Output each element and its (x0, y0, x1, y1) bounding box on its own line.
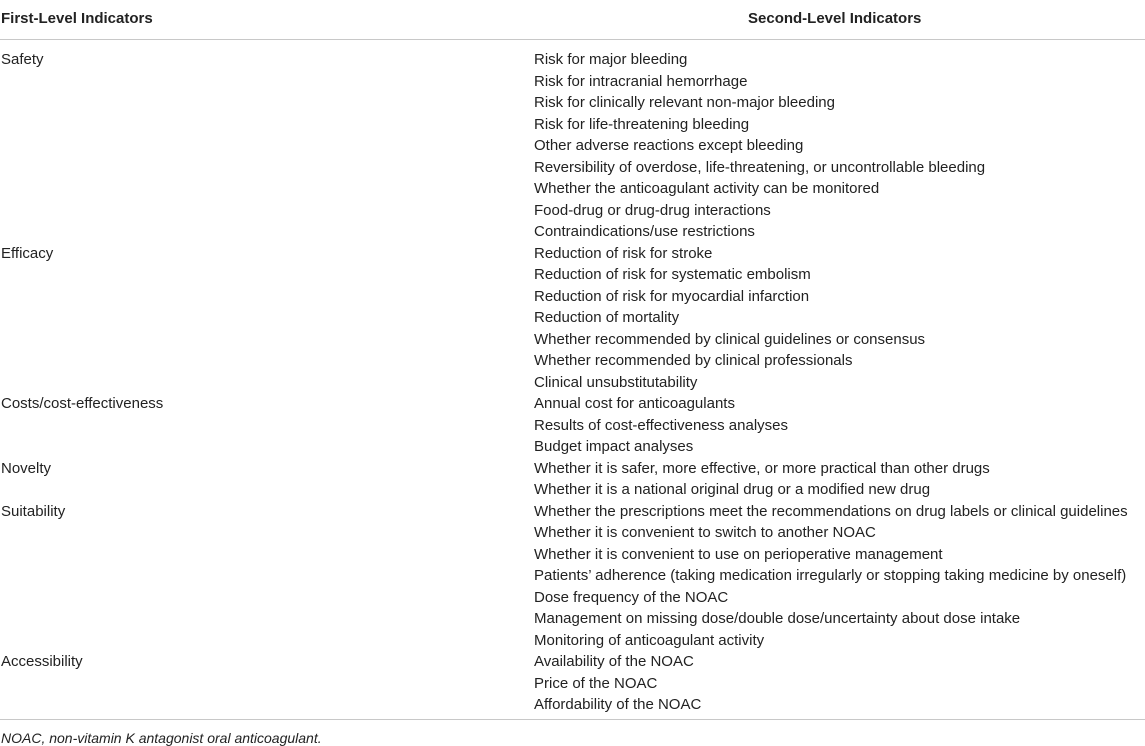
second-level-indicator: Whether it is convenient to use on perioperative management (534, 545, 943, 563)
second-level-indicator: Whether the anticoagulant activity can be monitored (534, 180, 880, 197)
table-body (0, 40, 1145, 716)
second-level-indicator: Reduction of mortality (534, 309, 680, 326)
header-second-level: Second-Level Indicators (748, 10, 922, 27)
second-level-indicator: Whether the prescriptions meet the recommendations on drug labels or clinical guidelines (534, 502, 1128, 520)
second-level-indicator: Risk for intracranial hemorrhage (534, 72, 748, 90)
header-first-level: First-Level Indicators (1, 10, 153, 27)
first-level-indicator: Novelty (1, 459, 52, 477)
second-level-indicator: Food-drug or drug-drug interactions (534, 201, 771, 219)
indicator-group (0, 243, 1145, 394)
second-level-indicator: Reduction of risk for systematic embolism (534, 266, 811, 283)
second-level-indicator: Risk for clinically relevant non-major bleeding (534, 94, 835, 111)
second-level-indicator: Reversibility of overdose, life-threatening, or uncontrollable bleeding (534, 158, 986, 176)
second-level-indicator: Clinical unsubstitutability (534, 373, 698, 391)
second-level-indicator: Other adverse reactions except bleeding (534, 137, 804, 154)
second-level-indicator: Whether it is convenient to switch to another NOAC (534, 524, 876, 541)
indicator-group (0, 651, 1145, 716)
second-level-indicator: Availability of the NOAC (534, 653, 694, 670)
second-level-indicator: Risk for major bleeding (534, 51, 688, 68)
second-level-list (534, 501, 1145, 652)
second-level-indicator: Risk for life-threatening bleeding (534, 115, 750, 133)
second-level-indicator: Whether it is safer, more effective, or more practical than other drugs (534, 459, 990, 477)
table-footnote: NOAC, non-vitamin K antagonist oral anticoagulant. (1, 730, 322, 746)
second-level-list (534, 651, 1145, 716)
second-level-indicator: Reduction of risk for stroke (534, 244, 713, 262)
second-level-indicator: Reduction of risk for myocardial infarction (534, 287, 810, 305)
indicator-group (0, 501, 1145, 652)
second-level-list (534, 49, 1145, 243)
second-level-indicator: Budget impact analyses (534, 438, 694, 455)
second-level-indicator: Whether recommended by clinical guidelines or consensus (534, 330, 926, 348)
indicator-group (0, 458, 1145, 501)
second-level-indicator: Results of cost-effectiveness analyses (534, 416, 789, 434)
second-level-indicator: Whether recommended by clinical professionals (534, 352, 853, 369)
second-level-list (534, 243, 1145, 394)
table-header (0, 0, 1145, 40)
first-level-indicator: Costs/cost-effectiveness (1, 395, 164, 412)
second-level-indicator: Annual cost for anticoagulants (534, 395, 735, 412)
first-level-indicator: Suitability (1, 502, 66, 520)
first-level-indicator: Safety (1, 51, 44, 68)
second-level-list (534, 393, 1145, 458)
second-level-indicator: Whether it is a national original drug or a modified new drug (534, 481, 931, 498)
first-level-indicator: Efficacy (1, 244, 54, 262)
second-level-list (534, 458, 1145, 501)
second-level-indicator: Patients’ adherence (taking medication irregularly or stopping taking medicine by oneself) (534, 567, 1127, 584)
second-level-indicator: Price of the NOAC (534, 674, 658, 692)
second-level-indicator: Monitoring of anticoagulant activity (534, 631, 765, 649)
indicator-group (0, 393, 1145, 458)
second-level-indicator: Management on missing dose/double dose/uncertainty about dose intake (534, 610, 1021, 627)
second-level-indicator: Dose frequency of the NOAC (534, 588, 729, 606)
first-level-indicator: Accessibility (1, 653, 83, 670)
second-level-indicator: Contraindications/use restrictions (534, 223, 755, 240)
indicator-group (0, 49, 1145, 243)
second-level-indicator: Affordability of the NOAC (534, 696, 702, 713)
table-bottom-rule (0, 719, 1145, 720)
